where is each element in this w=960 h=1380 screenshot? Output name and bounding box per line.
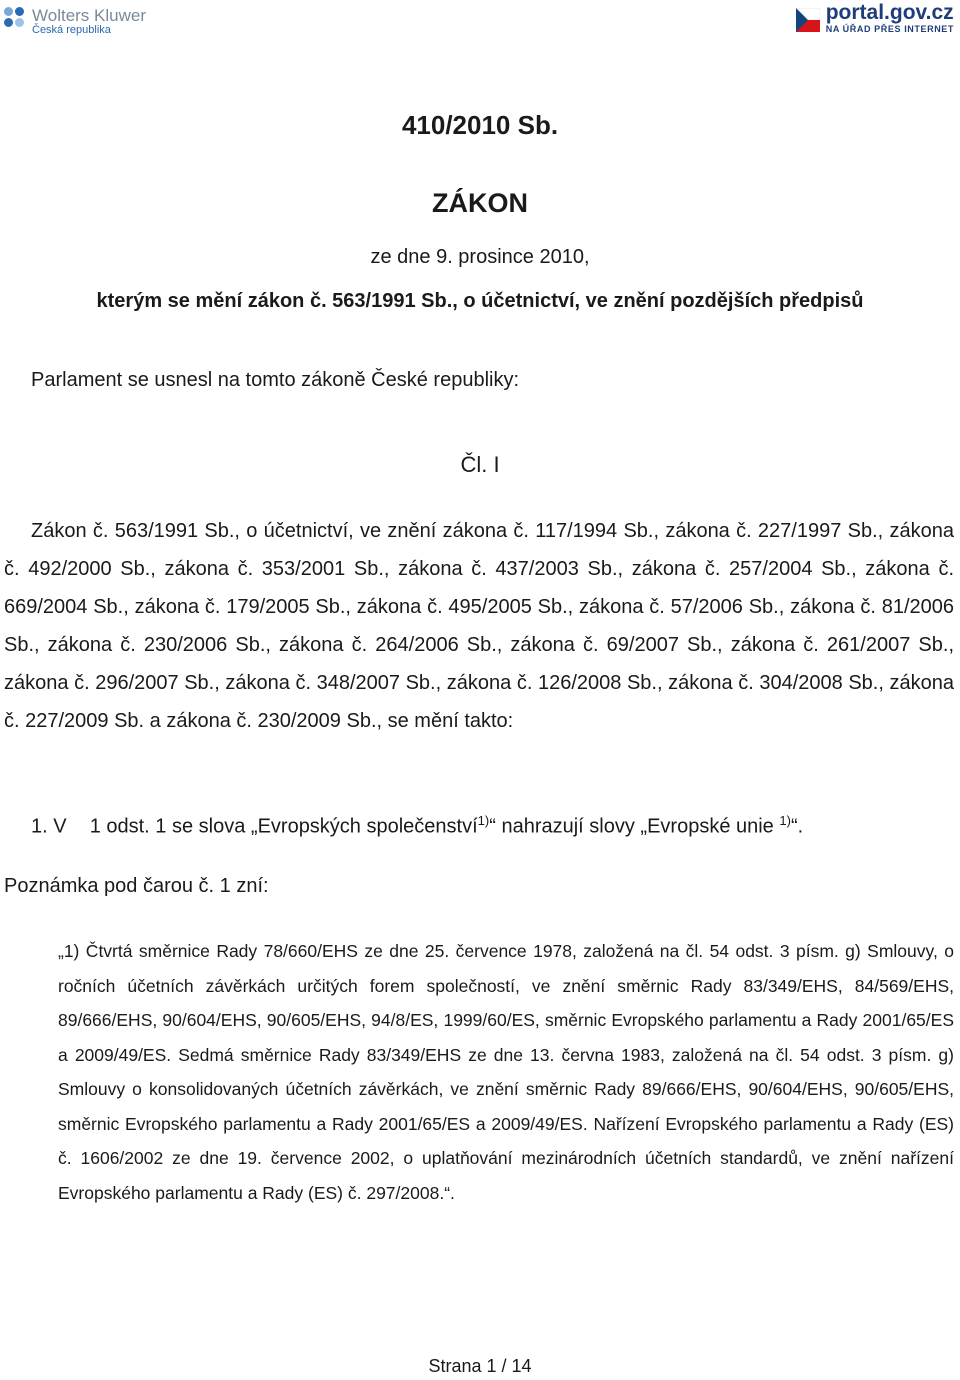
portal-gov-subtitle: NA ÚŘAD PŘES INTERNET bbox=[825, 24, 954, 34]
law-title bbox=[0, 290, 960, 313]
law-title-bold: kterým se mění zákon č. 563/1991 Sb. bbox=[96, 290, 453, 312]
wolters-kluwer-subtitle: Česká republika bbox=[32, 23, 111, 36]
wolters-kluwer-logo-icon bbox=[4, 7, 26, 35]
page-number: Strana 1 / 14 bbox=[428, 1356, 532, 1376]
wolters-kluwer-name: Wolters Kluwer bbox=[32, 5, 146, 25]
point-1-start: 1. V bbox=[31, 815, 67, 838]
footnote-text: „1) Čtvrtá směrnice Rady 78/660/EHS ze dne 25. července 1978, založená na čl. 54 odst. 3 písm. g) Smlouvy, o ročních účetních závěrkách určitých forem společností, ve znění směrnic Rady 83/349/EHS, 84/569/EHS, 89/666/EHS, 90/604/EHS, 90/605/EHS, 94/8/ES, 1999/60/ES, směrnic Evropského parlamentu a Rady 2001/65/ES a 2009/49/ES. Sedmá směrnice Rady 83/349/EHS ze dne 13. června 1983, založená na čl. 54 odst. 3 písm. g) Smlouvy o konsolidovaných účetních závěrkách, ve znění směrnic Rady 89/666/EHS, 90/604/EHS, 90/605/EHS, směrnic Evropského parlamentu a Rady 2001/65/ES a 2009/49/ES. Nařízení Evropského parlamentu a Rady (ES) č. 1606/2002 ze dne 19. července 2002, o uplatňování mezinárodních účetních standardů, ve znění nařízení Evropského parlamentu a Rady (ES) č. 297/2008.“. bbox=[58, 941, 954, 1203]
article-body bbox=[4, 512, 954, 740]
portal-gov-name: portal.gov.cz bbox=[825, 1, 954, 24]
portal-gov-logo bbox=[796, 2, 954, 38]
point-1-footnote-ref: 1) bbox=[477, 813, 490, 828]
law-title-rest: , o účetnictví, ve znění pozdějších předpisů bbox=[452, 290, 864, 312]
intro-paragraph: Parlament se usnesl na tomto zákoně České republiky: bbox=[31, 369, 520, 391]
czech-flag-icon bbox=[796, 8, 820, 32]
footnote-heading: Poznámka pod čarou č. 1 zní: bbox=[4, 875, 269, 897]
article-heading: Čl. I bbox=[460, 452, 500, 477]
wolters-kluwer-logo bbox=[4, 4, 146, 38]
point-1-text-end: “. bbox=[790, 815, 804, 838]
point-1-footnote-ref-2: 1) bbox=[779, 813, 791, 828]
amendment-point-1 bbox=[31, 813, 803, 839]
law-number: 410/2010 Sb. bbox=[401, 110, 559, 140]
point-1-text: 1 odst. 1 se slova „Evropských společenství bbox=[89, 815, 478, 838]
point-1-text-middle: “ nahrazují slovy „Evropské unie bbox=[489, 815, 774, 838]
law-date: ze dne 9. prosince 2010, bbox=[370, 246, 590, 268]
article-body-text: Zákon č. 563/1991 Sb., o účetnictví, ve znění zákona č. 117/1994 Sb., zákona č. 227/1997 Sb., zákona č. 492/2000 Sb., zákona č. 353/2001 Sb., zákona č. 437/2003 Sb., zákona č. 257/2004 Sb., zákona č. 669/2004 Sb., zákona č. 179/2005 Sb., zákona č. 495/2005 Sb., zákona č. 57/2006 Sb., zákona č. 81/2006 Sb., zákona č. 230/2006 Sb., zákona č. 264/2006 Sb., zákona č. 69/2007 Sb., zákona č. 261/2007 Sb., zákona č. 296/2007 Sb., zákona č. 348/2007 Sb., zákona č. 126/2008 Sb., zákona č. 304/2008 Sb., zákona č. 227/2009 Sb. a zákona č. 230/2009 Sb., se mění takto: bbox=[4, 520, 954, 732]
law-kind: ZÁKON bbox=[432, 188, 528, 218]
